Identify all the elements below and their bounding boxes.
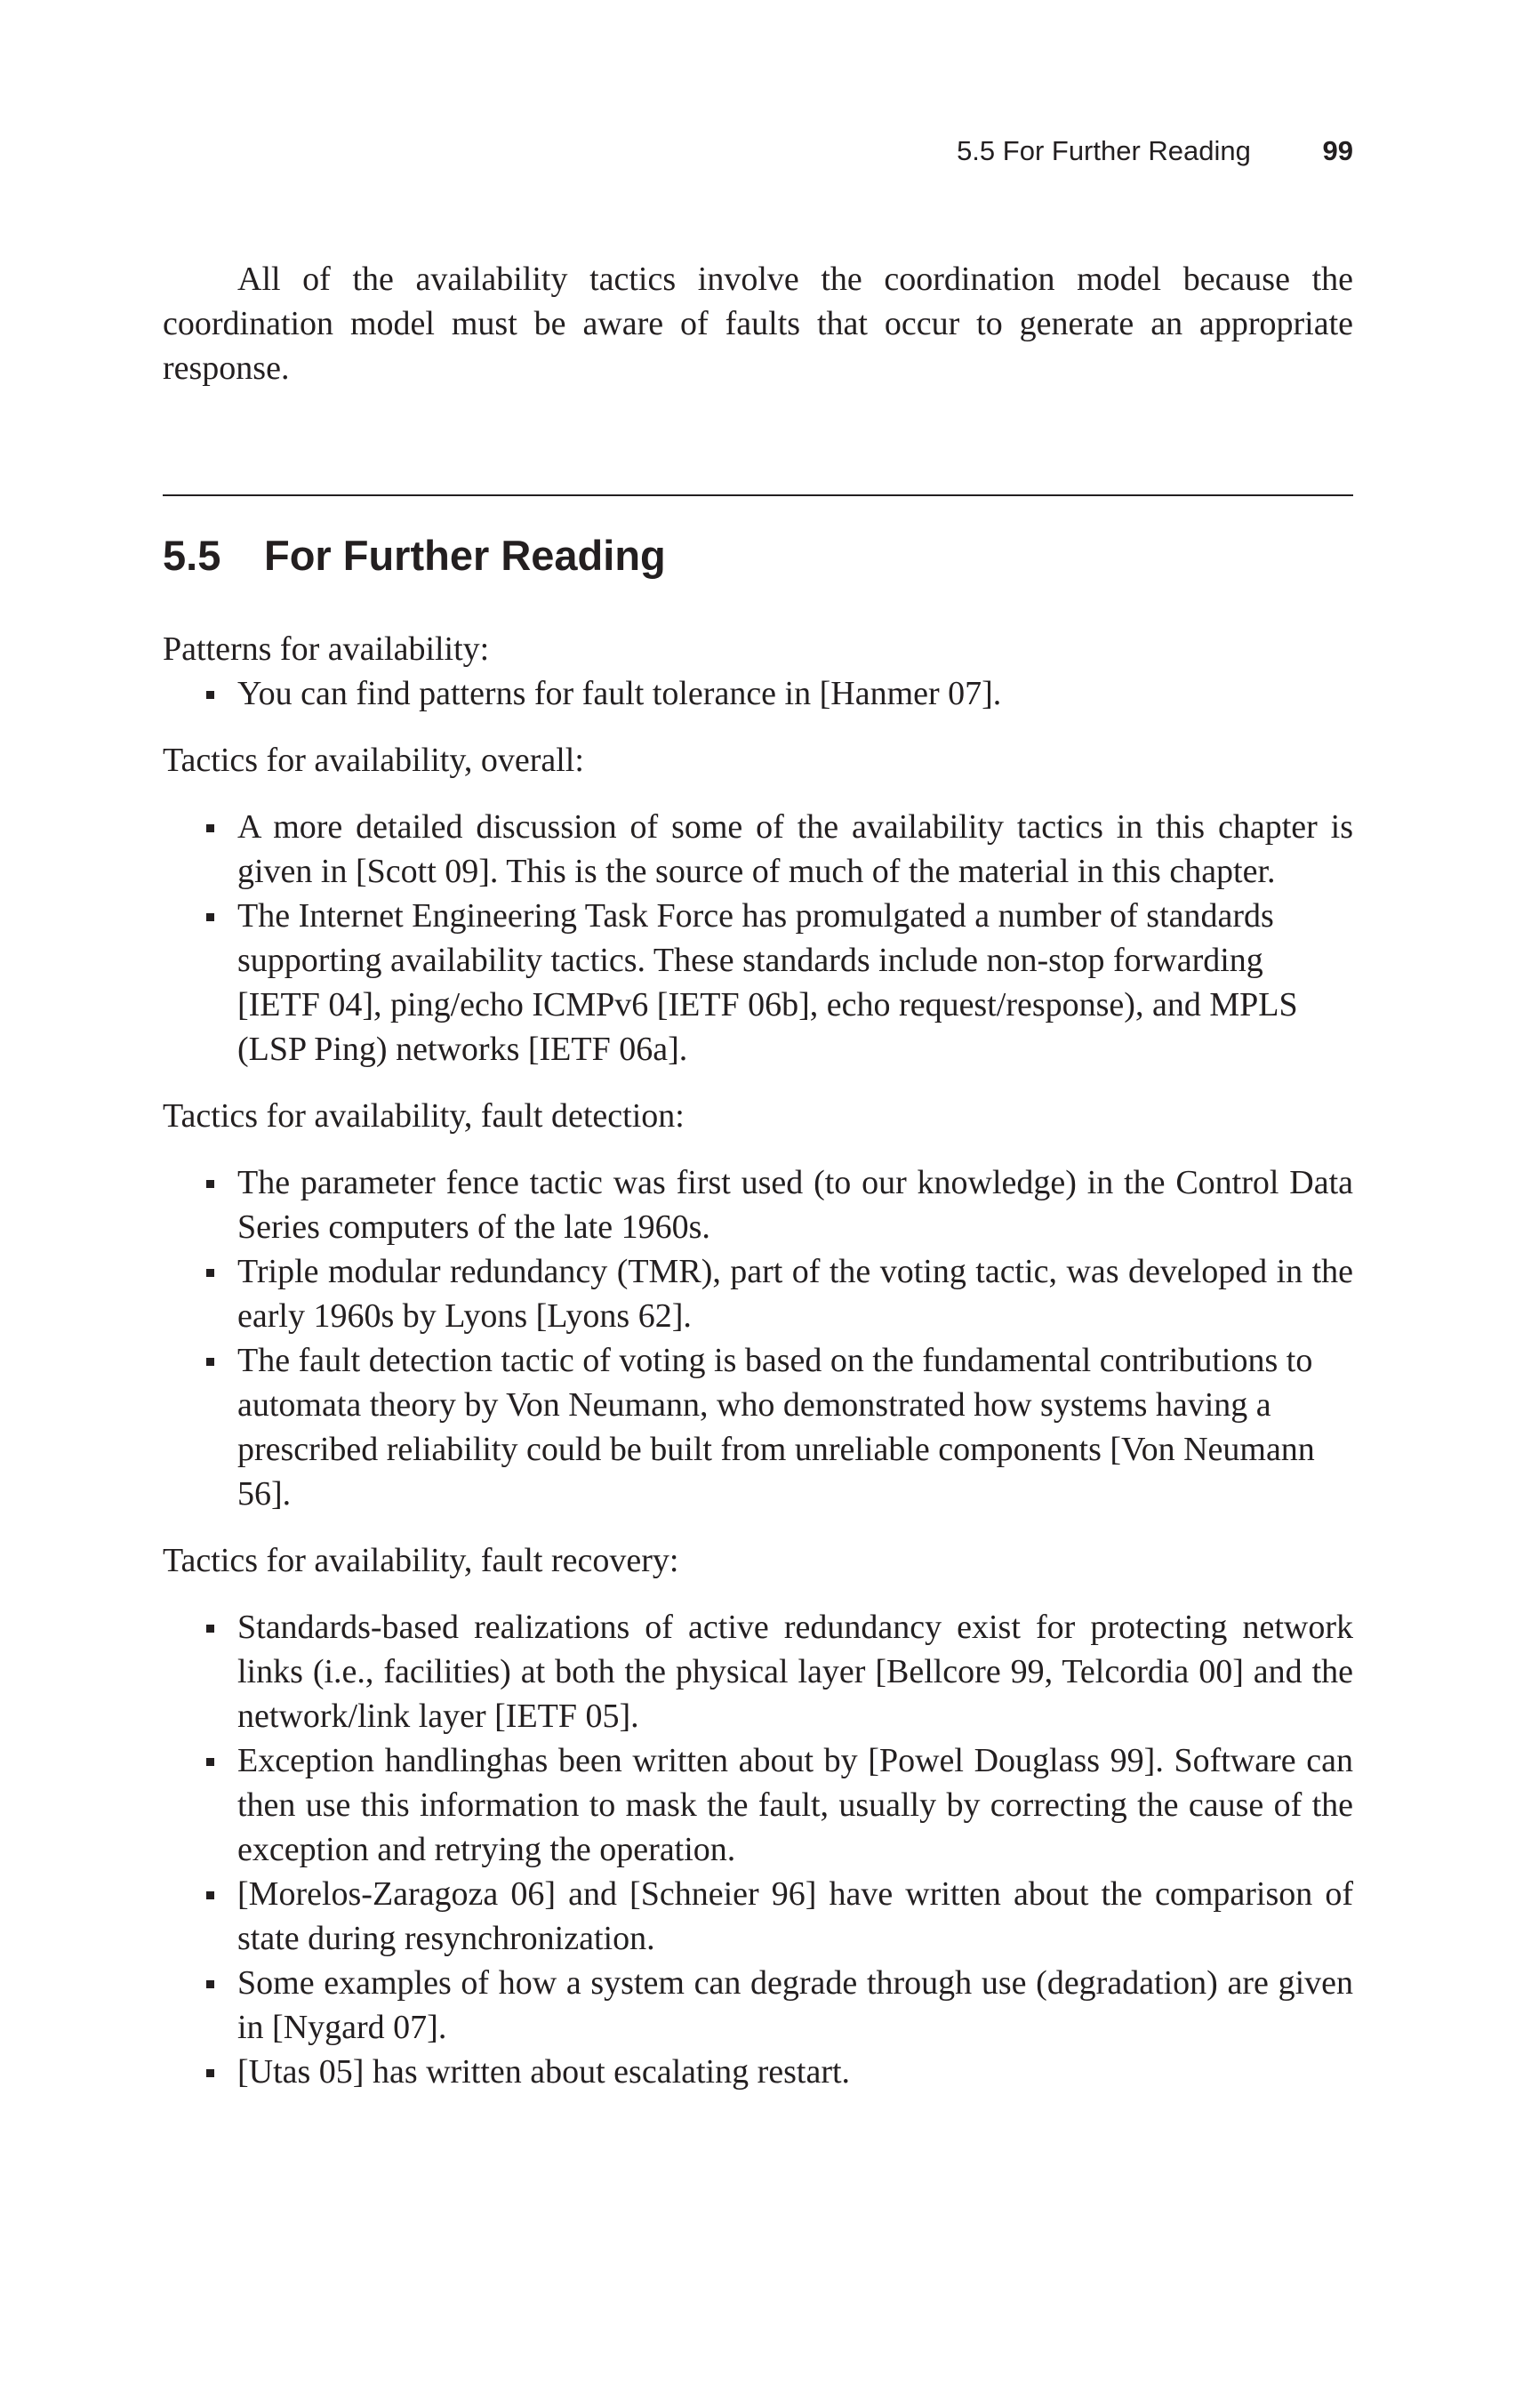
group-label-fault-detection: Tactics for availability, fault detection: [163,1097,685,1135]
section-divider [163,494,1353,496]
bullet-list-fault-recovery [163,1605,1353,2094]
section-title: For Further Reading [264,532,666,579]
bullet-icon [206,1358,214,1366]
running-head [957,133,1353,169]
group-label-overall: Tactics for availability, overall: [163,742,584,779]
list-item: Standards-based realizations of active redundancy exist for protecting network links (i.e., facilities) at both the physical layer [Bellcore 99, Telcordia 00] and the network/link layer [IETF 05]. [163,1605,1353,1738]
further-reading-body [163,627,1353,2116]
bullet-list-patterns [163,671,1353,716]
intro-paragraph: All of the availability tactics involve the coordination model because the coordination model must be aware of faults that occur to generate an appropriate response. [163,261,1353,387]
list-item: [Morelos-Zaragoza 06] and [Schneier 96] have written about the comparison of state during resynchronization. [163,1872,1353,1961]
bullet-icon [206,913,214,921]
bullet-list-fault-detection [163,1160,1353,1516]
list-item: Triple modular redundancy (TMR), part of the voting tactic, was developed in the early 1960s by Lyons [Lyons 62]. [163,1249,1353,1338]
list-item: You can find patterns for fault tolerance in [Hanmer 07]. [163,671,1353,716]
bullet-icon [206,1758,214,1766]
bullet-icon [206,1980,214,1988]
section-heading [163,530,666,582]
list-item: [Utas 05] has written about escalating restart. [163,2050,1353,2094]
bullet-list-overall [163,805,1353,1072]
page-number: 99 [1322,135,1353,166]
bullet-icon [206,824,214,832]
bullet-icon [206,691,214,699]
list-item: The parameter fence tactic was first used (to our knowledge) in the Control Data Series computers of the late 1960s. [163,1160,1353,1249]
list-item: The Internet Engineering Task Force has promulgated a number of standards supporting availability tactics. These standards include non-stop forwarding [IETF 04], ping/echo ICMPv6 [IETF 06b], echo request/response), and MPLS (LSP Ping) networks [IETF 06a]. [163,894,1353,1072]
group-label-patterns: Patterns for availability: [163,630,490,668]
bullet-icon [206,1269,214,1277]
list-item: A more detailed discussion of some of the availability tactics in this chapter is given in [Scott 09]. This is the source of much of the material in this chapter. [163,805,1353,894]
bullet-icon [206,1891,214,1899]
list-item: Exception handlinghas been written about by [Powel Douglass 99]. Software can then use this information to mask the fault, usually by correcting the cause of the exception and retrying the operation. [163,1738,1353,1872]
list-item: The fault detection tactic of voting is based on the fundamental contributions to automata theory by Von Neumann, who demonstrated how systems having a prescribed reliability could be built from unreliable components [Von Neumann 56]. [163,1338,1353,1516]
section-number: 5.5 [163,532,221,579]
bullet-icon [206,1180,214,1188]
running-head-section: 5.5 For Further Reading [957,135,1251,166]
list-item: Some examples of how a system can degrade through use (degradation) are given in [Nygard 07]. [163,1961,1353,2050]
group-label-fault-recovery: Tactics for availability, fault recovery: [163,1542,679,1579]
bullet-icon [206,1625,214,1633]
bullet-icon [206,2069,214,2077]
